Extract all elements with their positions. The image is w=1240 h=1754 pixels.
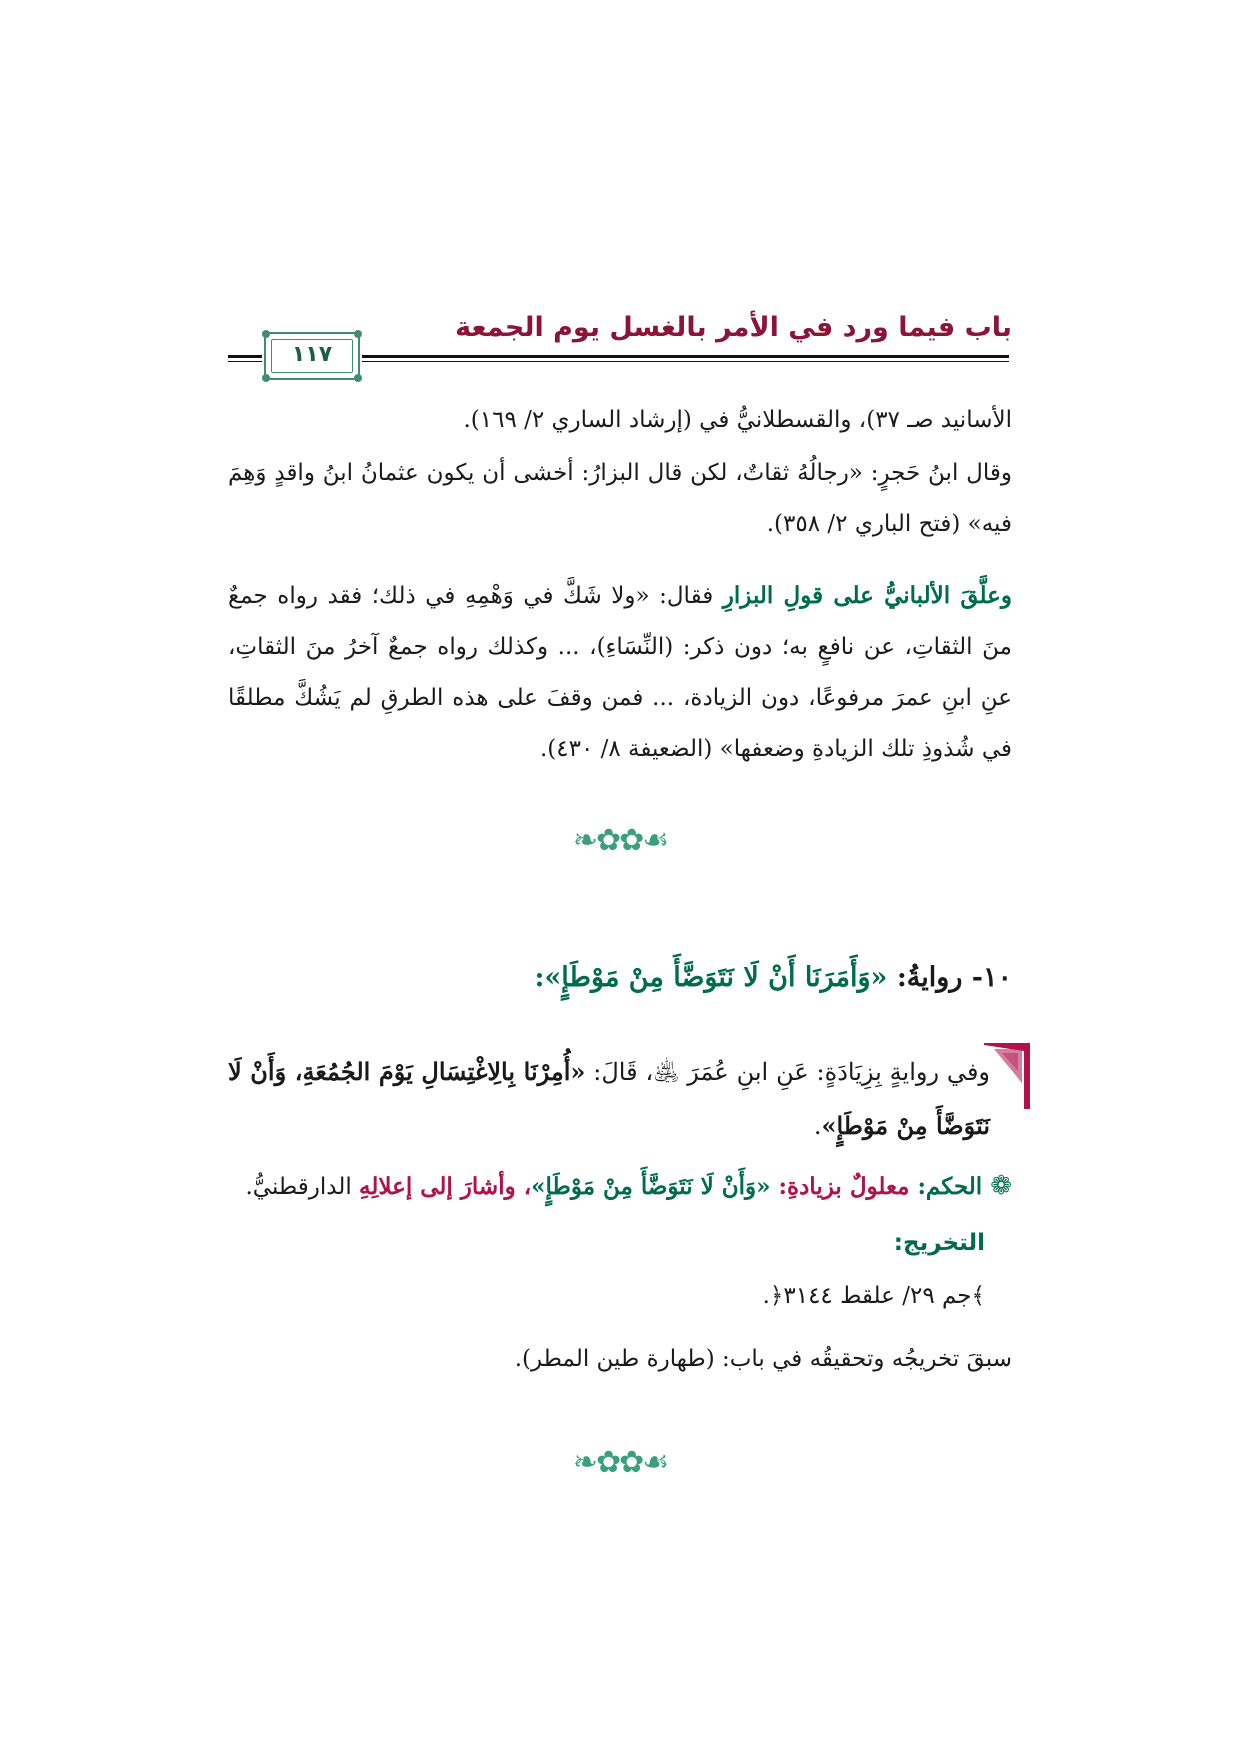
paragraph-albani [228,570,1012,775]
ruling-end: الدارقطنيُّ. [245,1174,360,1200]
running-title: باب فيما ورد في الأمر بالغسل يوم الجمعة [455,312,1012,343]
header-rule [362,355,1009,358]
ruling-mid: ، وأشارَ إلى إعلالِهِ [359,1173,532,1200]
paragraph-sources-end: الأسانيد صـ ٣٧)، والقسطلانيُّ في (إرشاد الساري ٢/ ١٦٩). [463,407,1012,433]
frame-corner-icon [262,374,270,382]
albani-quote: فقال: «ولا شَكَّ في وَهْمِهِ في ذلك؛ فقد رواه جمعٌ منَ الثقاتِ، عن نافعٍ به؛ دون ذكر: (النِّسَاءِ)، ... وكذلك رواه جمعٌ آخرُ منَ الثقاتِ، عنِ ابنِ عمرَ مرفوعًا، دون الزيادة، ... فمن وقفَ على هذه الطرقِ لم يَشُكَّ مطلقًا في شُذوذِ تلك الزيادةِ وضعفها» (الضعيفة ٨/ ٤٣٠). [228,583,1012,762]
ruling-label: الحكم: [909,1173,991,1200]
frame-corner-icon [354,330,362,338]
page-number-frame [264,332,360,380]
paragraph-ibn-hajar: وقال ابنُ حَجرٍ: «رجالُهُ ثقاتٌ، لكن قال البزارُ: أخشى أن يكون عثمانُ ابنُ واقدٍ وَهِمَ فيه» (فتح الباري ٢/ ٣٥٨). [228,460,1012,537]
ruling-line [212,1166,1012,1207]
page-number: ١١٧ [291,342,333,367]
section-number: ١٠- روايةُ: [887,962,1012,993]
section-heading [534,962,1012,993]
narration-end: . [813,1112,822,1140]
divider-ornament-icon: ❧✿✿☙ [572,823,668,858]
ruling-quote: «وَأَنْ لَا نَتَوَضَّأَ مِنْ مَوْطَإٍ» [531,1173,771,1200]
narration-intro: وفي روايةٍ بِزِيَادَةٍ: عَنِ ابنِ عُمَرَ ﵁، قَالَ: [585,1058,991,1086]
flower-icon: ❁ [990,1171,1012,1201]
frame-corner-icon [262,330,270,338]
section-quote: «وَأَمَرَنَا أَنْ لَا نَتَوَضَّأَ مِنْ مَوْطَإٍ»: [534,962,888,993]
hadith-text: «أُمِرْنَا بِالِاغْتِسَالِ يَوْمَ الجُمُعَةِ، وَأَنْ لَا نَتَوَضَّأَ مِنْ مَوْطَإٍ» [228,1057,990,1140]
albani-lead: وعلَّقَ الألبانيُّ على قولِ البزارِ [722,582,1012,609]
header-rule-thin [362,361,1009,362]
ruling-verdict: معلولٌ بزيادةِ: [770,1173,910,1200]
corner-ornament-icon [984,1043,1030,1109]
takhrij-reference: ﴾جم ٢٩/ علقط ٣١٤٤﴿. [762,1283,985,1309]
end-ornament-icon: ❧✿✿☙ [572,1445,668,1480]
takhrij-note: سبقَ تخريجُه وتحقيقُه في باب: (طهارة طين المطر). [514,1346,1012,1372]
narration-text [228,1045,990,1153]
header-rule-left-thin [228,361,262,362]
header-rule-left [228,355,262,358]
takhrij-heading: التخريج: [893,1230,985,1256]
frame-corner-icon [354,374,362,382]
